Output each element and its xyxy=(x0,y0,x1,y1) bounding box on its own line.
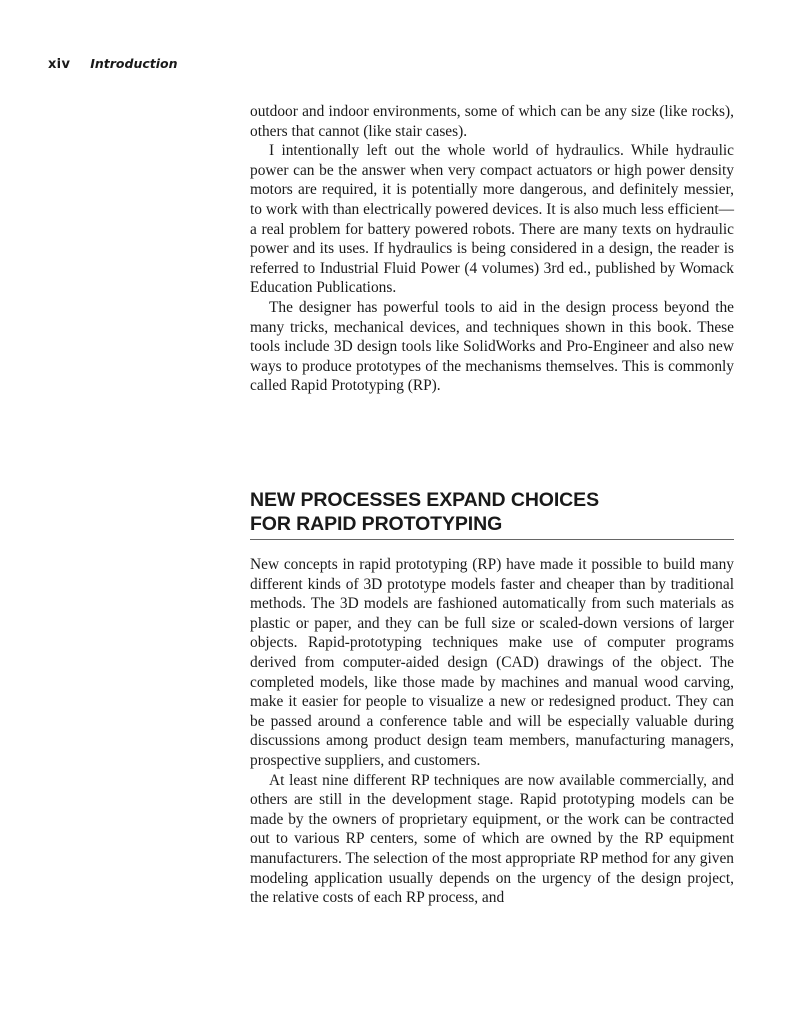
section-body xyxy=(250,555,734,908)
running-head xyxy=(48,55,178,74)
section-heading-line: NEW PROCESSES EXPAND CHOICES xyxy=(250,489,599,511)
running-title: Introduction xyxy=(90,56,178,71)
paragraph: I intentionally left out the whole world of hydraulics. While hydraulic power can be the answer when very compact actuators or high power density motors are required, it is potentially more dangerous, and definitely messier, to work with than electrically powered devices. It is also much less efficient—a real problem for battery powered robots. There are many texts on hydraulic power and its uses. If hydraulics is being considered in a design, the reader is referred to Industrial Fluid Power (4 volumes) 3rd ed., published by Womack Education Publications. xyxy=(250,142,734,297)
paragraph: The designer has powerful tools to aid in the design process beyond the many tricks, mechanical devices, and techniques shown in this book. These tools include 3D design tools like SolidWorks and Pro-Engineer and also new ways to produce prototypes of the mechanisms themselves. This is commonly called Rapid Prototyping (RP). xyxy=(250,298,734,395)
page-number: xiv xyxy=(48,57,71,72)
paragraph: outdoor and indoor environments, some of which can be any size (like rocks), others that cannot (like stair cases). xyxy=(250,103,734,140)
section-heading-line: FOR RAPID PROTOTYPING xyxy=(250,513,503,535)
paragraph: New concepts in rapid prototyping (RP) have made it possible to build many different kinds of 3D prototype models faster and cheaper than by traditional methods. The 3D models are fashioned automatically from such materials as plastic or paper, and they can be full size or scaled-down versions of larger objects. Rapid-prototyping techniques make use of computer programs derived from computer-aided design (CAD) drawings of the object. The completed models, like those made by machines and manual wood carving, make it easier for people to visualize a new or redesigned product. They can be passed around a conference table and will be especially valuable during discussions among product design team members, manufacturing managers, prospective suppliers, and customers. xyxy=(250,556,734,769)
section-heading xyxy=(250,488,734,540)
continued-text-block xyxy=(250,102,734,396)
paragraph: At least nine different RP techniques are now available commercially, and others are still in the development stage. Rapid prototyping models can be made by the owners of proprietary equipment, or the work can be contracted out to various RP centers, some of which are owned by the RP equipment manufacturers. The selection of the most appropriate RP method for any given modeling application usually depends on the urgency of the design project, the relative costs of each RP process, and xyxy=(250,771,734,907)
